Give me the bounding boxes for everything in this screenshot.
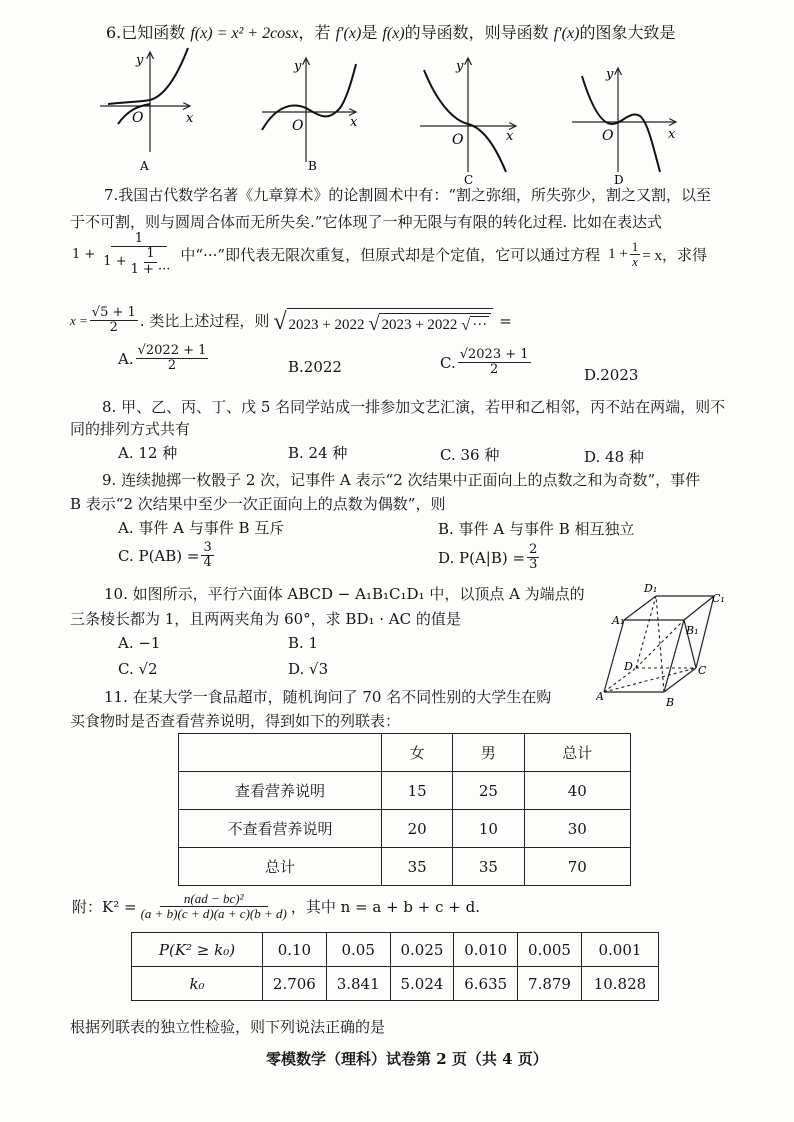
table-cell: 0.001 [581,933,658,967]
graph-d-y: y [606,67,614,82]
table-cell: 0.005 [518,933,582,967]
q10-option-d: D. √3 [288,660,329,678]
graph-b [262,58,358,173]
q7-line3: 1 + 1 1 + $\frac{1}{1 + \cdot\cdot\cdot}$ 中“···”即代表无限次重复，但原式却是个定值，它可以通过方程 1 + $\frac{1}{x}$ = x，求得 [72,231,708,277]
q9-option-d: D. P(A|B) = $\frac{2}{3}$ [438,542,538,573]
table-cell: 25 [453,772,524,810]
equation: 1 + $\frac{1}{x}$ = x，求得 [608,238,708,269]
k2-formula: 附：K² = $\frac{\text{n(ad − bc)²}}{(a + b)(c + d)(a + c)(b + d)}$ ，其中 n = a + b + c + d. [72,891,480,922]
table-cell: 10 [453,810,524,848]
q10-line2: 三条棱长都为 1，且两两夹角为 60°，求 BD₁ · AC 的值是 [70,610,461,628]
q7-line1: 7.我国古代数学名著《九章算术》的论割圆术中有：“割之弥细，所失弥少，割之又割，以至 [104,186,711,204]
graph-c-x: x [506,129,514,144]
contingency-table [178,733,631,886]
graph-d [572,67,676,184]
table-header-row [179,734,631,772]
table-cell: 20 [382,810,453,848]
q9-option-c: C. P(AB) = $\frac{3}{4}$ [118,540,212,571]
table-cell: 70 [524,848,631,886]
vertex-c1: C₁ [712,592,725,605]
parallelepiped-figure [596,580,730,710]
critical-value-table [131,932,659,1001]
table-cell: 3.841 [326,967,390,1001]
q8-option-c: C. 36 种 [440,446,500,464]
table-cell: 女 [382,734,453,772]
table-cell [179,734,382,772]
q8-option-b: B. 24 种 [288,444,348,462]
table-row [179,848,631,886]
table-cell: k₀ [132,967,263,1001]
q7-option-c: C. $\frac{√2023 + 1}{2}$ [440,347,529,378]
q9-option-b: B. 事件 A 与事件 B 相互独立 [438,520,635,538]
q11-line2: 买食物时是否查看营养说明，得到如下的列联表： [70,712,401,730]
table-cell: 不查看营养说明 [179,810,382,848]
vertex-a1: A₁ [612,614,625,627]
q7-line4: x = $\frac{√5 + 1}{2}$ . 类比上述过程，则 √ 2023 + 2022 √ 2023 + 2022 √ ··· = [70,305,512,336]
q8-option-a: A. 12 种 [118,444,178,462]
table-cell: 40 [524,772,631,810]
graph-d-origin: O [602,128,614,144]
table-cell: 35 [382,848,453,886]
table-cell: 2.706 [263,967,327,1001]
vertex-d: D [624,660,633,673]
vertex-b1: B₁ [686,624,699,637]
q10-option-c: C. √2 [118,660,158,678]
table-row [179,772,631,810]
q6-graphs [0,44,794,184]
graph-c [420,58,516,184]
continued-fraction: 1 + 1 1 + $\frac{1}{1 + \cdot\cdot\cdot}$ [72,231,171,277]
graph-b-origin: O [292,118,304,134]
table-cell: 查看营养说明 [179,772,382,810]
graph-a-origin: O [132,110,144,126]
table-cell: 7.879 [518,967,582,1001]
q7-option-b: B.2022 [288,358,342,376]
graph-a [100,48,194,173]
table-cell: 35 [453,848,524,886]
graph-d-x: x [668,127,676,142]
nested-radical: √ 2023 + 2022 √ 2023 + 2022 √ ··· [273,308,493,334]
q11-line1: 11. 在某大学一食品超市，随机询问了 70 名不同性别的大学生在购 [104,688,552,706]
q10-option-a: A. −1 [118,634,161,652]
vertex-b: B [666,696,675,709]
q8-line1: 8. 甲、乙、丙、丁、戊 5 名同学站成一排参加文艺汇演，若甲和乙相邻，丙不站在两端，则不 [102,398,726,416]
table-cell: 总计 [524,734,631,772]
graph-b-y: y [294,59,302,74]
table-row [179,810,631,848]
q8-option-d: D. 48 种 [584,448,644,466]
graph-b-x: x [350,115,358,130]
q6-stem: 6.已知函数 f(x) = x² + 2cosx，若 f′(x)是 f(x)的导函数，则导函数 f′(x)的图象大致是 [106,23,676,42]
q7-option-a: A. $\frac{√2022 + 1}{2}$ [118,343,207,374]
graph-b-label: B [308,159,317,173]
graph-c-origin: O [452,132,464,148]
table-cell: P(K² ≥ k₀) [132,933,263,967]
q11-last-line: 根据列联表的独立性检验，则下列说法正确的是 [70,1018,386,1036]
table-cell: 0.10 [263,933,327,967]
q10-line1: 10. 如图所示，平行六面体 ABCD − A₁B₁C₁D₁ 中，以顶点 A 为端点的 [104,585,585,603]
graph-c-label: C [464,173,474,184]
table-cell: 男 [453,734,524,772]
q7-line2: 于不可割，则与圆周合体而无所失矣.”它体现了一种无限与有限的转化过程. 比如在表达式 [70,213,662,231]
table-row [132,967,659,1001]
table-cell: 10.828 [581,967,658,1001]
vertex-c: C [698,664,707,677]
table-cell: 15 [382,772,453,810]
table-cell: 6.635 [454,967,518,1001]
table-cell: 30 [524,810,631,848]
graph-d-label: D [614,173,624,184]
vertex-d1: D₁ [644,582,658,595]
graph-a-y: y [136,53,144,68]
vertex-a: A [596,690,604,703]
q9-line2: B 表示“2 次结果中至少一次正面向上的点数为偶数”，则 [70,495,446,513]
graph-a-x: x [186,111,194,126]
table-cell: 总计 [179,848,382,886]
table-cell: 0.05 [326,933,390,967]
table-row [132,933,659,967]
q9-option-a: A. 事件 A 与事件 B 互斥 [118,519,285,537]
table-cell: 0.025 [390,933,454,967]
table-cell: 5.024 [390,967,454,1001]
page-footer: 零模数学（理科）试卷第 2 页（共 4 页） [266,1050,548,1068]
q10-option-b: B. 1 [288,634,319,652]
q8-line2: 同的排列方式共有 [70,420,191,438]
table-cell: 0.010 [454,933,518,967]
graph-c-y: y [456,59,464,74]
graph-a-label: A [140,159,149,173]
q7-option-d: D.2023 [584,366,639,384]
q9-line1: 9. 连续抛掷一枚骰子 2 次，记事件 A 表示“2 次结果中正面向上的点数之和为奇数”，事件 [102,471,701,489]
